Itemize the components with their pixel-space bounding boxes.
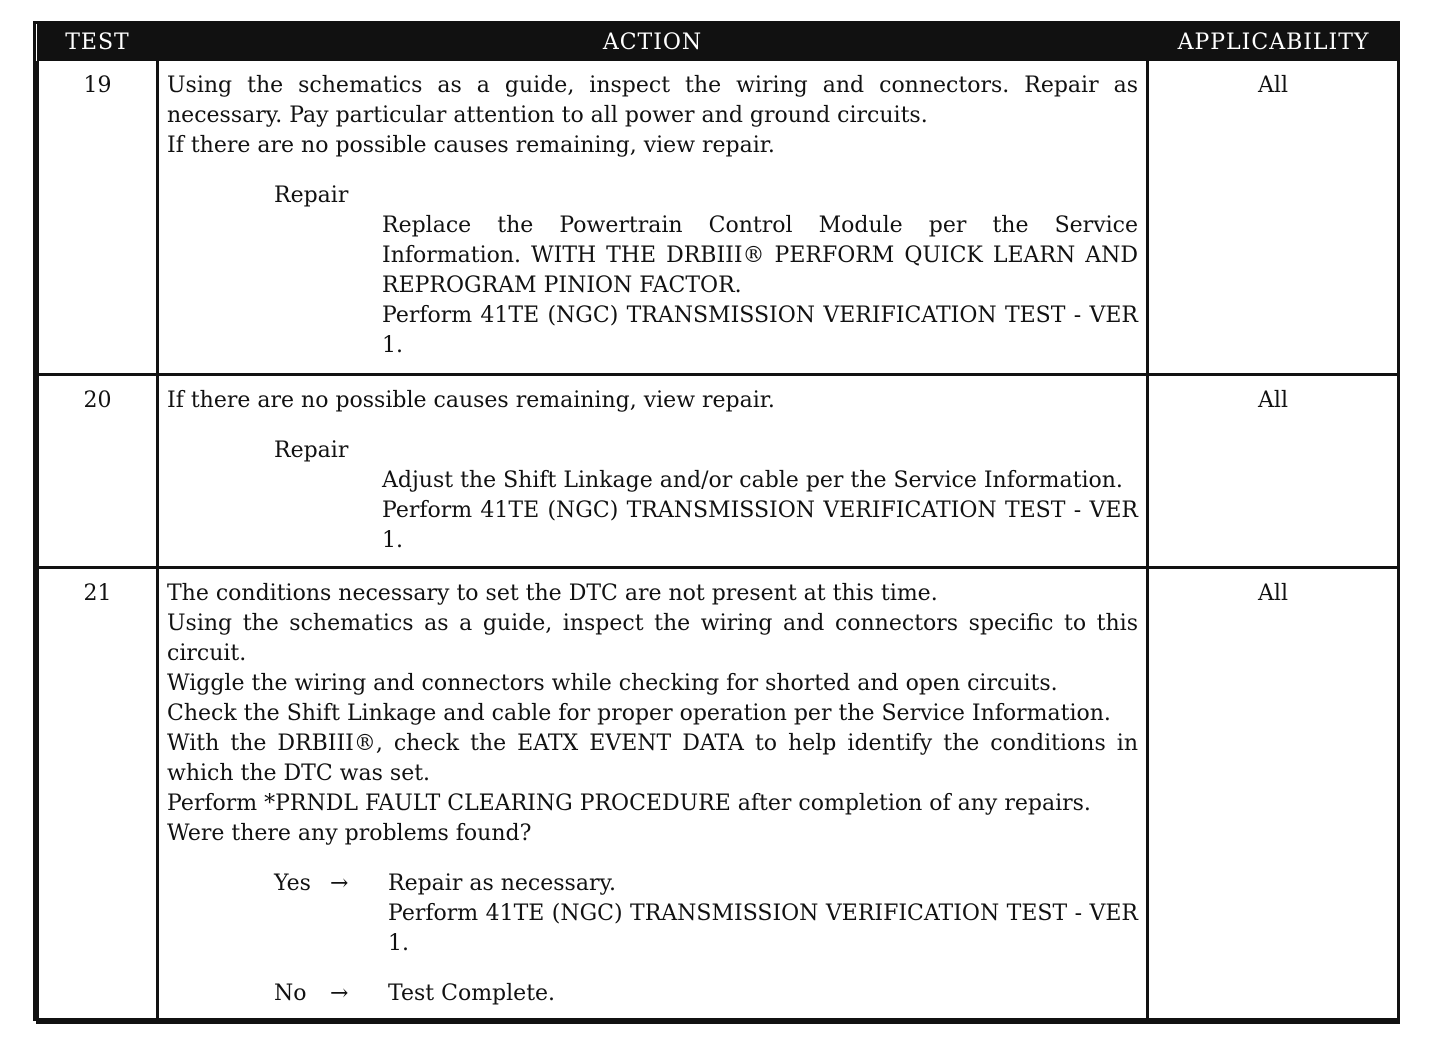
table-row xyxy=(38,61,1399,374)
arrow-icon: → xyxy=(330,980,349,1006)
diagnostic-table xyxy=(36,24,1400,1024)
action-cell xyxy=(158,374,1148,567)
test-number: 21 xyxy=(38,567,158,1022)
answer-no xyxy=(274,979,1138,1009)
answer-label: No xyxy=(274,980,307,1006)
answer-line: Repair as necessary. xyxy=(388,870,616,896)
answer-yes xyxy=(274,869,1138,959)
header-applicability: APPLICABILITY xyxy=(1148,24,1399,61)
repair-text: Adjust the Shift Linkage and/or cable per the Service Information. xyxy=(382,467,1123,493)
table-header-row xyxy=(38,24,1399,61)
arrow-icon: → xyxy=(330,870,349,896)
test-number: 19 xyxy=(38,61,158,374)
applicability-value: All xyxy=(1148,61,1399,374)
test-number: 20 xyxy=(38,374,158,567)
action-text: If there are no possible causes remaining, view repair. xyxy=(167,387,775,413)
repair-label: Repair xyxy=(274,437,349,463)
action-text: Wiggle the wiring and connectors while checking for shorted and open circuits. xyxy=(167,670,1058,696)
answer-line: Perform 41TE (NGC) TRANSMISSION VERIFICATION TEST - VER 1. xyxy=(388,900,1138,956)
answer-label: Yes xyxy=(274,870,311,896)
table-row xyxy=(38,567,1399,1022)
repair-text: Replace the Powertrain Control Module per the Service Information. WITH THE DRBIII® PERFORM QUICK LEARN AND REPROGRAM PINION FACTOR. xyxy=(382,213,1138,298)
action-cell xyxy=(158,61,1148,374)
repair-label: Repair xyxy=(274,183,349,208)
answer-text xyxy=(388,979,1138,1009)
action-text: Perform *PRNDL FAULT CLEARING PROCEDURE after completion of any repairs. xyxy=(167,790,1091,816)
action-text: If there are no possible causes remaining, view repair. xyxy=(167,133,775,158)
action-cell xyxy=(158,567,1148,1022)
action-text: Using the schematics as a guide, inspect the wiring and connectors. Repair as necessary. Pay particular attention to all power and ground circuits. xyxy=(167,73,1138,128)
header-test: TEST xyxy=(38,24,158,61)
repair-text: Perform 41TE (NGC) TRANSMISSION VERIFICATION TEST - VER 1. xyxy=(382,497,1138,553)
repair-text: Perform 41TE (NGC) TRANSMISSION VERIFICATION TEST - VER 1. xyxy=(382,303,1138,358)
applicability-value: All xyxy=(1148,374,1399,567)
answer-text xyxy=(388,869,1138,959)
action-text: Using the schematics as a guide, inspect the wiring and connectors specific to this circuit. xyxy=(167,610,1138,666)
answer-line: Test Complete. xyxy=(388,980,556,1006)
action-text: Were there any problems found? xyxy=(167,820,532,846)
action-text: The conditions necessary to set the DTC are not present at this time. xyxy=(167,580,938,606)
table-row xyxy=(38,374,1399,567)
action-text: With the DRBIII®, check the EATX EVENT DATA to help identify the conditions in which the DTC was set. xyxy=(167,730,1138,786)
header-action: ACTION xyxy=(158,24,1148,61)
action-text: Check the Shift Linkage and cable for proper operation per the Service Information. xyxy=(167,700,1111,726)
diagnostic-table-page xyxy=(33,21,1400,1021)
applicability-value: All xyxy=(1148,567,1399,1022)
